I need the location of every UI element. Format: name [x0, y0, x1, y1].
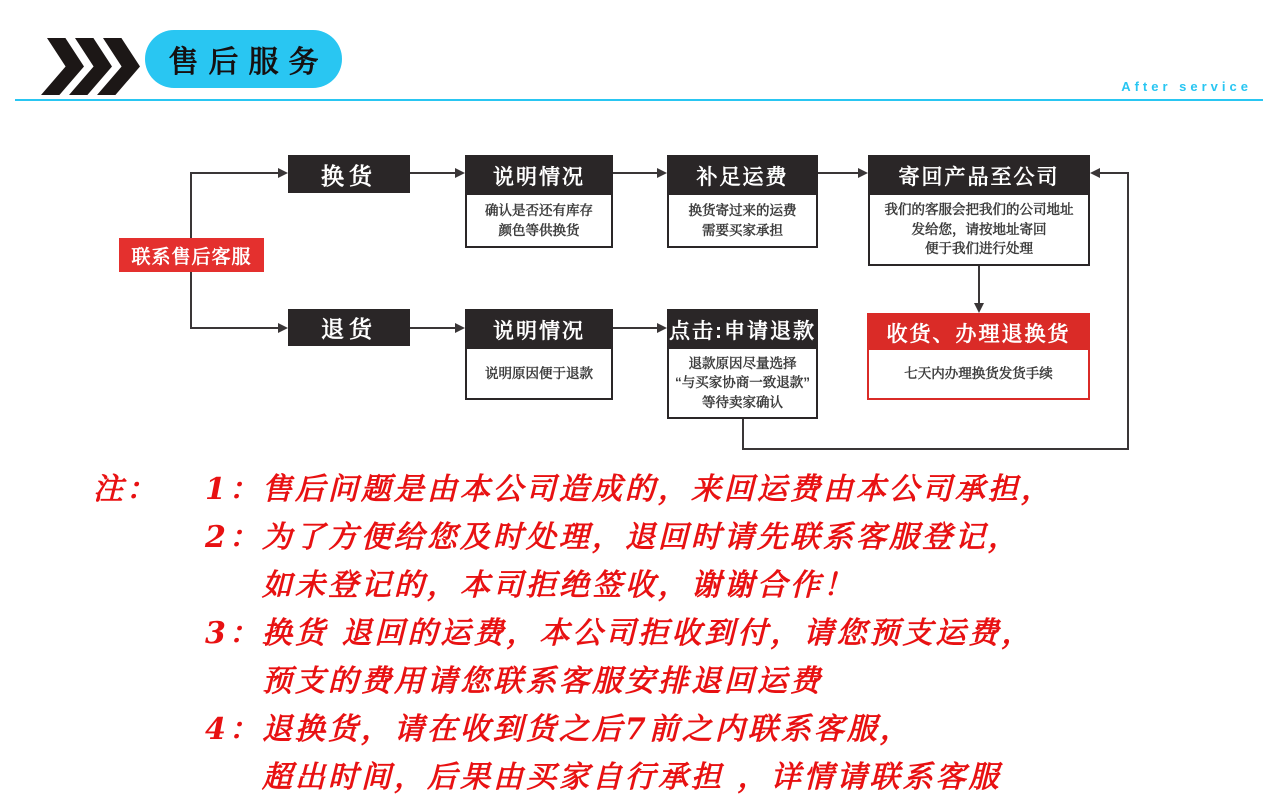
note-line-5: 预支的费用请您联系客服安排退回运费: [262, 664, 823, 699]
step-description-line: 便于我们进行处理: [925, 241, 1033, 257]
note-line-4: 3：换货 退回的运费，本公司拒收到付，请您预支运费，: [205, 616, 1035, 651]
connector-feedback-top: [1100, 172, 1129, 174]
step-description-line: 需要买家承担: [702, 222, 783, 238]
step-description: [669, 349, 816, 417]
arrowhead-left-icon: [1090, 168, 1100, 178]
step-description: [870, 195, 1088, 264]
note-line-2: 2：为了方便给您及时处理，退回时请先联系客服登记，: [205, 520, 1021, 555]
arrowhead-right-icon: [278, 323, 288, 333]
connector-contact-up: [190, 172, 192, 238]
arrowhead-right-icon: [455, 168, 465, 178]
step-description-line: 颜色等供换货: [498, 222, 580, 238]
arrowhead-down-icon: [974, 303, 984, 313]
header-divider-line: [15, 99, 1263, 101]
arrowhead-right-icon: [657, 323, 667, 333]
page-title-badge: 售后服务: [145, 30, 342, 88]
step-description-line: 说明原因便于退款: [485, 365, 593, 381]
step-description: [869, 350, 1088, 398]
step-title: 点击:申请退款: [669, 311, 816, 349]
connector-return-to-explain: [410, 327, 455, 329]
arrowhead-right-icon: [657, 168, 667, 178]
step-description-line: 七天内办理换货发货手续: [904, 366, 1053, 382]
note-line-6: 4：退换货，请在收到货之后7前之内联系客服，: [205, 712, 913, 747]
connector-refund-down: [742, 419, 744, 450]
connector-explain-to-fee: [613, 172, 657, 174]
note-line-1: 1：售后问题是由本公司造成的，来回运费由本公司承担，: [205, 472, 1054, 507]
step-title: 补足运费: [669, 157, 816, 195]
connector-sendback-to-receive: [978, 266, 980, 303]
flow-node-return: 退货: [288, 309, 410, 346]
arrowhead-right-icon: [278, 168, 288, 178]
connector-exchange-to-explain: [410, 172, 455, 174]
connector-to-return: [190, 327, 278, 329]
step-description-line: 等待卖家确认: [702, 394, 783, 410]
step-description: [467, 349, 611, 398]
step-description-line: 退款原因尽量选择: [688, 355, 797, 371]
connector-to-exchange: [190, 172, 278, 174]
flow-step-apply-refund: [667, 309, 818, 419]
step-description-line: 确认是否还有库存: [485, 202, 593, 218]
triple-chevron-right-icon: [41, 38, 143, 95]
step-description-line: 换货寄过来的运费: [688, 202, 797, 218]
connector-contact-down: [190, 272, 192, 328]
step-description-line: “与买家协商一致退款”: [675, 375, 810, 391]
step-description: [669, 195, 816, 246]
header-subtitle-english: After service: [1121, 79, 1252, 94]
flow-step-shipping-fee: [667, 155, 818, 248]
flow-step-explain-return: [465, 309, 613, 400]
step-title: 收货、办理退换货: [869, 315, 1088, 350]
notes-prefix: 注：: [93, 472, 159, 507]
arrowhead-right-icon: [455, 323, 465, 333]
note-line-3: 如未登记的，本司拒绝签收，谢谢合作！: [262, 568, 856, 603]
step-description-line: 我们的客服会把我们的公司地址: [884, 202, 1074, 218]
flow-node-exchange: 换货: [288, 155, 410, 193]
flow-step-receive-and-handle: [867, 313, 1090, 400]
connector-explain-to-refund: [613, 327, 657, 329]
step-title: 说明情况: [467, 311, 611, 349]
flow-step-explain-exchange: [465, 155, 613, 248]
step-description: [467, 195, 611, 246]
flow-node-contact-service: 联系售后客服: [119, 238, 264, 272]
step-title: 说明情况: [467, 157, 611, 195]
note-line-7: 超出时间，后果由买家自行承担 ，详情请联系客服: [262, 760, 1002, 795]
connector-feedback-bottom: [742, 448, 1129, 450]
connector-fee-to-sendback: [818, 172, 858, 174]
connector-feedback-right: [1127, 172, 1129, 450]
flow-step-send-back-to-company: [868, 155, 1090, 266]
step-description-line: 发给您，请按地址寄回: [911, 221, 1047, 237]
step-title: 寄回产品至公司: [870, 157, 1088, 195]
arrowhead-right-icon: [858, 168, 868, 178]
